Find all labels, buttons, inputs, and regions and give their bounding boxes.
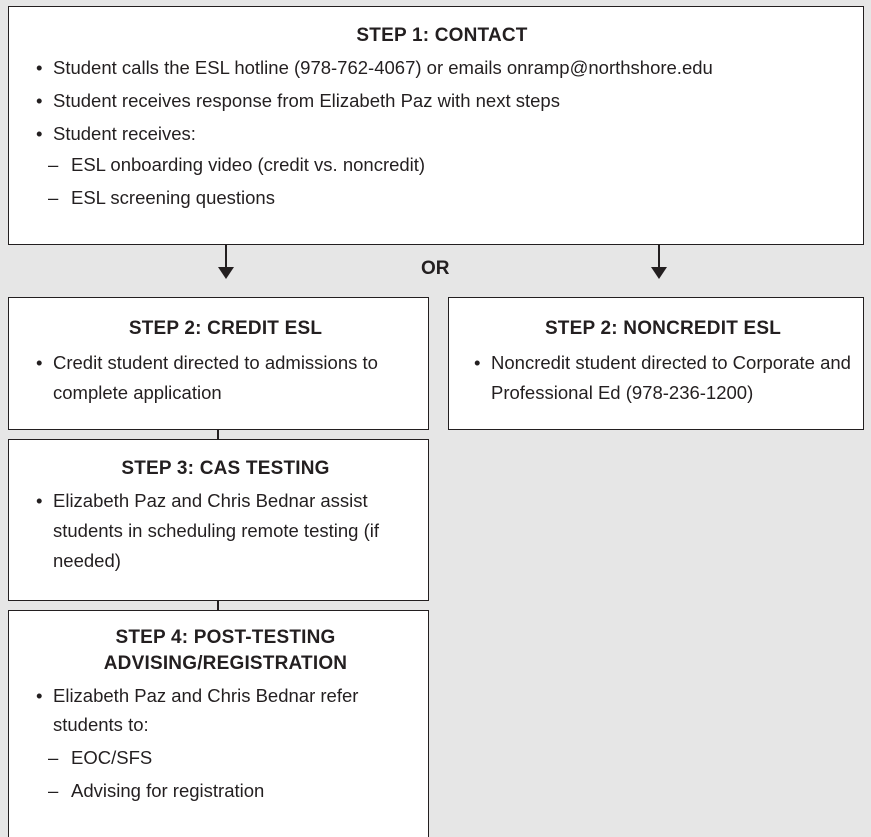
step4-title-line1: STEP 4: POST-TESTING (115, 627, 336, 648)
connector-step3-step4 (217, 601, 219, 610)
step4-bullets (35, 681, 416, 739)
step1-box (8, 6, 864, 245)
connector-step2-step3 (217, 430, 219, 439)
arrow-right-shaft (658, 245, 660, 267)
step1-bullet-response: • Student receives response from Elizabeth Paz with next steps (35, 87, 849, 115)
step2-credit-bullets (35, 348, 416, 408)
arrow-left-shaft (225, 245, 227, 267)
step4-box (8, 610, 429, 837)
step1-bullet-hotline: • Student calls the ESL hotline (978-762-4067) or emails onramp@northshore.edu (35, 54, 849, 82)
step2-credit-bullet: • Credit student directed to admissions to complete application (35, 348, 416, 408)
step2-credit-box (8, 297, 429, 430)
step1-sub-video: – ESL onboarding video (credit vs. noncredit) (35, 148, 849, 181)
step4-sub-eoc: – EOC/SFS (35, 741, 416, 774)
step4-sub-advising: – Advising for registration (35, 774, 416, 807)
step1-title: STEP 1: CONTACT (356, 25, 528, 46)
step3-box (8, 439, 429, 601)
step3-title: STEP 3: CAS TESTING (121, 458, 330, 479)
step3-bullet: • Elizabeth Paz and Chris Bednar assist students in scheduling remote testing (if needed) (35, 486, 416, 576)
step3-bullets (35, 486, 416, 576)
step2-noncredit-box (448, 297, 864, 430)
step1-subs (35, 148, 849, 214)
arrow-left-head (218, 267, 234, 279)
step2-credit-title: STEP 2: CREDIT ESL (128, 318, 323, 339)
step2-noncredit-bullets (473, 348, 853, 408)
step4-subs (35, 741, 416, 807)
step2-noncredit-title: STEP 2: NONCREDIT ESL (544, 318, 782, 339)
step4-title-line2: ADVISING/REGISTRATION (103, 653, 348, 674)
step4-bullet-refer: • Elizabeth Paz and Chris Bednar refer students to: (35, 681, 416, 739)
arrow-right-head (651, 267, 667, 279)
step1-sub-screening: – ESL screening questions (35, 181, 849, 214)
step2-noncredit-bullet: • Noncredit student directed to Corporate and Professional Ed (978-236-1200) (473, 348, 853, 408)
step1-bullets (35, 54, 849, 148)
or-label: OR (421, 258, 450, 279)
step1-bullet-receives: • Student receives: (35, 120, 849, 148)
